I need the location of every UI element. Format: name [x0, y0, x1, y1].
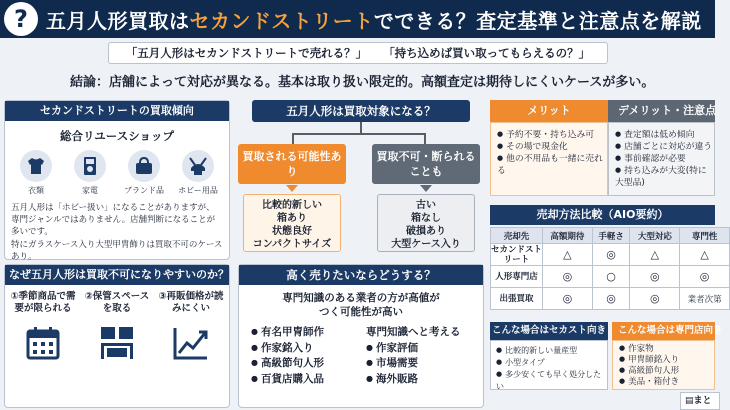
tips-left-item: ● 有名甲冑師作 [251, 325, 358, 341]
demerit-title: デメリット・注意点 [608, 100, 715, 122]
tips-right-head: 専門知識へと考える [366, 326, 461, 338]
comparison-title: 売却方法比較（AIO要約） [490, 205, 715, 225]
calendar-icon [23, 323, 63, 363]
category-appliance [65, 150, 115, 196]
flow-connector [292, 133, 294, 144]
category-hobby [173, 150, 223, 196]
arrow-down-icon [420, 185, 432, 192]
case-item: ● 作家物 [619, 344, 712, 355]
tips-left-item: ● 作家銘入り [251, 341, 358, 357]
question-box [108, 42, 608, 64]
merit-item: ● 他の不用品も一緒に売れる [497, 153, 603, 177]
table-header-row [491, 228, 730, 244]
question-2: 「持ち込めば買い取ってもらえるの？」 [383, 46, 591, 60]
flow-title: 五月人形は買取対象になる？ [252, 100, 470, 122]
flow-no-box: 買取不可・断られることも [372, 144, 480, 184]
reason-item [155, 291, 227, 363]
flow-no-item: 箱なし [411, 213, 441, 224]
table-cell: △ [680, 244, 730, 266]
samurai-helmet-icon [182, 150, 214, 182]
demerit-list [608, 122, 715, 196]
merit-item: ● その場で現金化 [497, 141, 603, 153]
tips-left-list [251, 325, 358, 387]
table-cell: ◎ [592, 288, 630, 310]
table-cell: 業者次第 [680, 288, 730, 310]
question-1: 「五月人形はセカンドストリートで売れる？」 [125, 46, 368, 60]
flow-no-list [377, 194, 475, 252]
category-clothes [11, 150, 61, 196]
document-icon: ▤ [685, 396, 694, 406]
reason-item [7, 291, 79, 363]
appliance-icon [74, 150, 106, 182]
comparison-table [490, 227, 730, 310]
trend-title: セカンドストリートの買取傾向 [5, 101, 229, 121]
trend-note-1: 五月人形は「ホビー扱い」になることがありますが、専門ジャンルではありません。店舗判断になることが多いです。 [11, 203, 216, 237]
tips-columns [239, 319, 483, 387]
merit-list [490, 122, 608, 196]
tips-title: 高く売りたいならどうする？ [239, 265, 483, 285]
header-bar [0, 0, 715, 38]
table-cell: △ [543, 244, 593, 266]
conclusion-text: 結論：店舗によって対応が異なる。基本は取り扱い限定的。高額査定は期待しにくいケースが多い。 [70, 74, 655, 90]
reason-label: ①季節商品で需要が限られる [10, 291, 76, 314]
case-item: ● 多少安くても早く処分したい [496, 369, 605, 392]
table-cell: △ [630, 244, 680, 266]
table-row [491, 288, 730, 310]
table-header: 手軽さ [592, 228, 630, 244]
chart-icon [171, 323, 211, 363]
table-cell: ◎ [630, 266, 680, 288]
table-cell: ◎ [630, 288, 680, 310]
specialist-case-title: こんな場合は専門店向き [612, 322, 715, 340]
demerit-item: ● 持ち込みが大変(特に大型品) [615, 165, 712, 189]
tips-right-item: ● 海外販路 [366, 372, 473, 388]
case-item: ● 美品・箱付き [619, 377, 712, 388]
table-row [491, 266, 730, 288]
trend-notes [5, 196, 229, 263]
table-cell: ◎ [543, 288, 593, 310]
demerit-item: ● 事前確認が必要 [615, 153, 712, 165]
flow-yes-box: 買取される可能性あり [238, 144, 346, 184]
case-item: ● 比較的新しい量産型 [496, 345, 605, 357]
reason-list [5, 285, 229, 363]
table-header: 専門性 [680, 228, 730, 244]
category-label: 衣類 [28, 186, 44, 195]
category-brand [119, 150, 169, 196]
arrow-down-icon [286, 185, 298, 192]
case-item: ● 高級節句人形 [619, 366, 712, 377]
tips-right-item: ● 作家評価 [366, 341, 473, 357]
flow-yes-item: 状態良好 [272, 226, 312, 237]
flow-no-item: 大型ケース入り [391, 239, 461, 250]
case-item: ● 小型タイプ [496, 357, 605, 369]
why-panel [4, 264, 230, 408]
flow-yes-item: 箱あり [277, 213, 307, 224]
table-header: 大型対応 [630, 228, 680, 244]
demerit-item: ● 査定額は低め傾向 [615, 129, 712, 141]
category-label: ホビー用品 [178, 186, 218, 195]
category-label: ブランド品 [124, 186, 164, 195]
table-cell: ◎ [680, 266, 730, 288]
category-icons [5, 150, 229, 196]
flow-connector [424, 133, 426, 144]
table-cell: ◎ [592, 244, 630, 266]
trend-note-2: 特にガラスケース入り大型甲冑飾りは買取不可のケースあり。 [11, 240, 223, 262]
table-header: 売却先 [491, 228, 543, 244]
flow-no-item: 破損あり [406, 226, 446, 237]
tips-right-item: ● 市場需要 [366, 356, 473, 372]
table-cell: ◎ [543, 266, 593, 288]
reason-label: ②保管スペースを取る [84, 291, 150, 314]
tips-left-item: ● 百貨店購入品 [251, 372, 358, 388]
flow-yes-list [243, 194, 341, 252]
title-post: でできる？査定基準と注意点を解説 [373, 8, 702, 33]
trend-panel [4, 100, 230, 260]
table-row [491, 244, 730, 266]
title-highlight: セカンドストリート [189, 8, 374, 33]
category-label: 家電 [82, 186, 98, 195]
handbag-icon [128, 150, 160, 182]
second-street-case-list [490, 340, 608, 390]
flow-connector [292, 133, 426, 135]
summary-label: まと [693, 396, 712, 406]
tips-left-item: ● 高級節句人形 [251, 356, 358, 372]
shop-type: 総合リユースショップ [60, 129, 174, 143]
question-mark-icon: ? [4, 2, 38, 36]
reason-item [81, 291, 153, 363]
summary-tab [680, 392, 720, 410]
table-cell: ○ [592, 266, 630, 288]
merit-title: メリット [490, 100, 608, 122]
specialist-case-list [612, 340, 715, 390]
tshirt-icon [20, 150, 52, 182]
table-header: 高額期待 [543, 228, 593, 244]
second-street-case-title: こんな場合はセカスト向き [490, 322, 608, 340]
flow-no-item: 古い [416, 200, 436, 211]
flow-yes-item: コンパクトサイズ [252, 239, 332, 250]
page-title [46, 5, 702, 34]
why-title: なぜ五月人形は買取不可になりやすいのか？ [5, 265, 229, 285]
merit-item: ● 予約不要・持ち込み可 [497, 129, 603, 141]
demerit-item: ● 店舗ごとに対応が違う [615, 141, 712, 153]
table-row-name: 人形専門店 [491, 266, 543, 288]
flow-yes-item: 比較的新しい [262, 200, 322, 211]
title-pre: 五月人形買取は [46, 8, 190, 33]
tips-right-list [366, 325, 473, 387]
boxes-icon [97, 323, 137, 363]
tips-intro: 専門知識のある業者の方が高値がつく可能性が高い [282, 292, 440, 318]
case-item: ● 甲冑師銘入り [619, 355, 712, 366]
table-row-name: 出張買取 [491, 288, 543, 310]
tips-panel [238, 264, 484, 408]
table-row-name: セカンドストリート [491, 244, 542, 265]
reason-label: ③再販価格が読みにくい [158, 291, 224, 314]
